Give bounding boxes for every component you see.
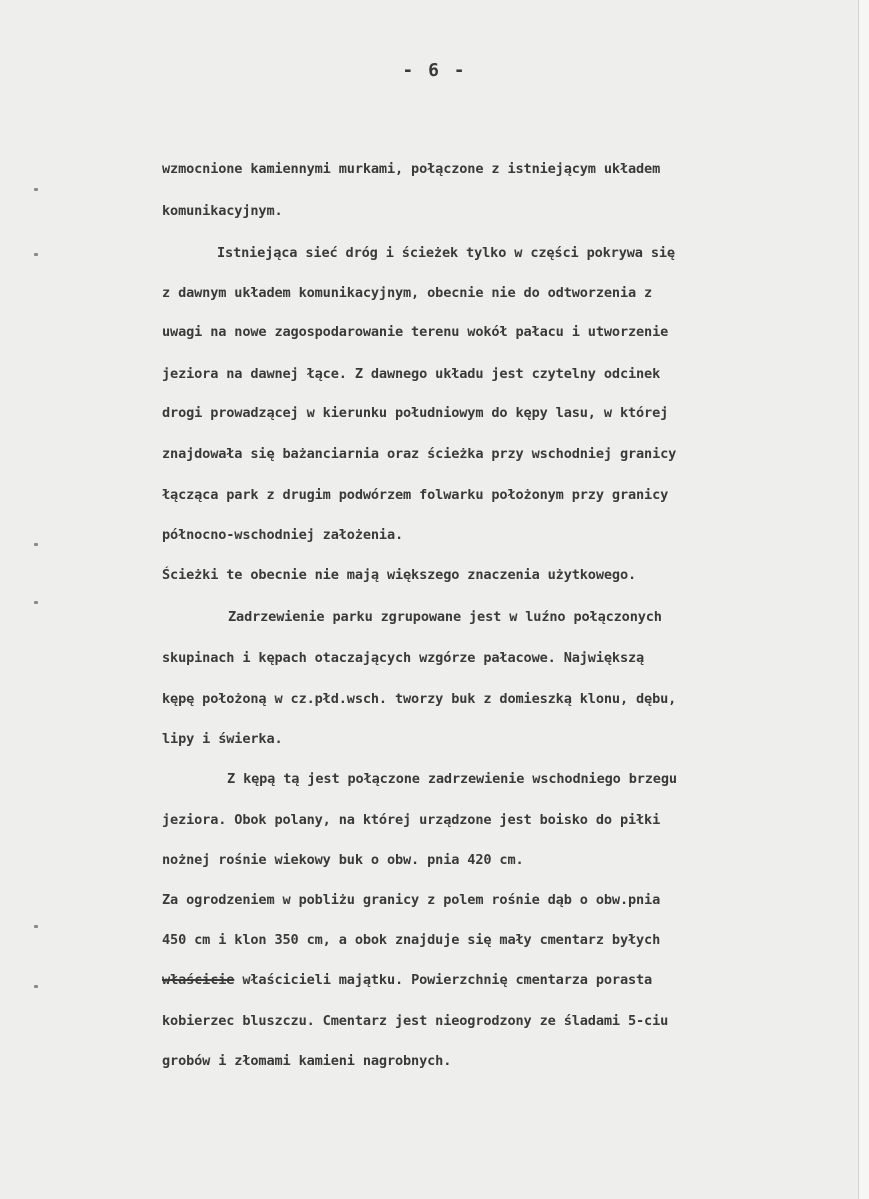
text-line: znajdowała się bażanciarnia oraz ścieżka przy wschodniej granicy [162,446,677,462]
text-line: Ścieżki te obecnie nie mają większego znaczenia użytkowego. [162,567,637,583]
text-line: uwagi na nowe zagospodarowanie terenu wokół pałacu i utworzenie [162,324,669,340]
text-line: północno-wschodniej założenia. [162,527,404,543]
text-line: Za ogrodzeniem w pobliżu granicy z polem rośnie dąb o obw.pnia [162,892,661,908]
text-line: komunikacyjnym. [162,203,283,219]
text-line: 450 cm i klon 350 cm, a obok znajduje się mały cmentarz byłych [162,932,661,948]
text-line: łącząca park z drugim podwórzem folwarku położonym przy granicy [162,487,669,503]
page-edge [858,0,869,1199]
text-line: Istniejąca sieć dróg i ścieżek tylko w części pokrywa się [217,245,675,261]
text-line: lipy i świerka. [162,731,283,747]
text-line: kępę położoną w cz.płd.wsch. tworzy buk z domieszką klonu, dębu, [162,691,677,707]
text-line: jeziora. Obok polany, na której urządzone jest boisko do piłki [162,812,661,828]
text-line: wzmocnione kamiennymi murkami, połączone z istniejącym układem [162,161,661,177]
text-line: drogi prowadzącej w kierunku południowym do kępy lasu, w której [162,405,669,421]
text-line: Zadrzewienie parku zgrupowane jest w luźno połączonych [228,609,662,625]
struck-out-word: właścicie [162,972,235,988]
page-number: - 6 - [402,60,467,81]
text-line: grobów i złomami kamieni nagrobnych. [162,1053,452,1069]
text-line: skupinach i kępach otaczających wzgórze pałacowe. Największą [162,650,645,666]
margin-mark [34,601,38,604]
margin-mark [34,543,38,546]
text-line: kobierzec bluszczu. Cmentarz jest nieogrodzony ze śladami 5-ciu [162,1013,669,1029]
text-line: z dawnym układem komunikacyjnym, obecnie nie do odtworzenia z [162,285,653,301]
margin-mark [34,253,38,256]
text-line [162,970,832,990]
text-line: jeziora na dawnej łące. Z dawnego układu jest czytelny odcinek [162,366,661,382]
text-line: Z kępą tą jest połączone zadrzewienie wschodniego brzegu [227,771,677,787]
text-line-rest: właścicieli majątku. Powierzchnię cmentarza porasta [234,972,653,988]
margin-mark [34,188,38,191]
margin-mark [34,925,38,928]
margin-mark [34,985,38,988]
text-line: nożnej rośnie wiekowy buk o obw. pnia 420 cm. [162,852,524,868]
